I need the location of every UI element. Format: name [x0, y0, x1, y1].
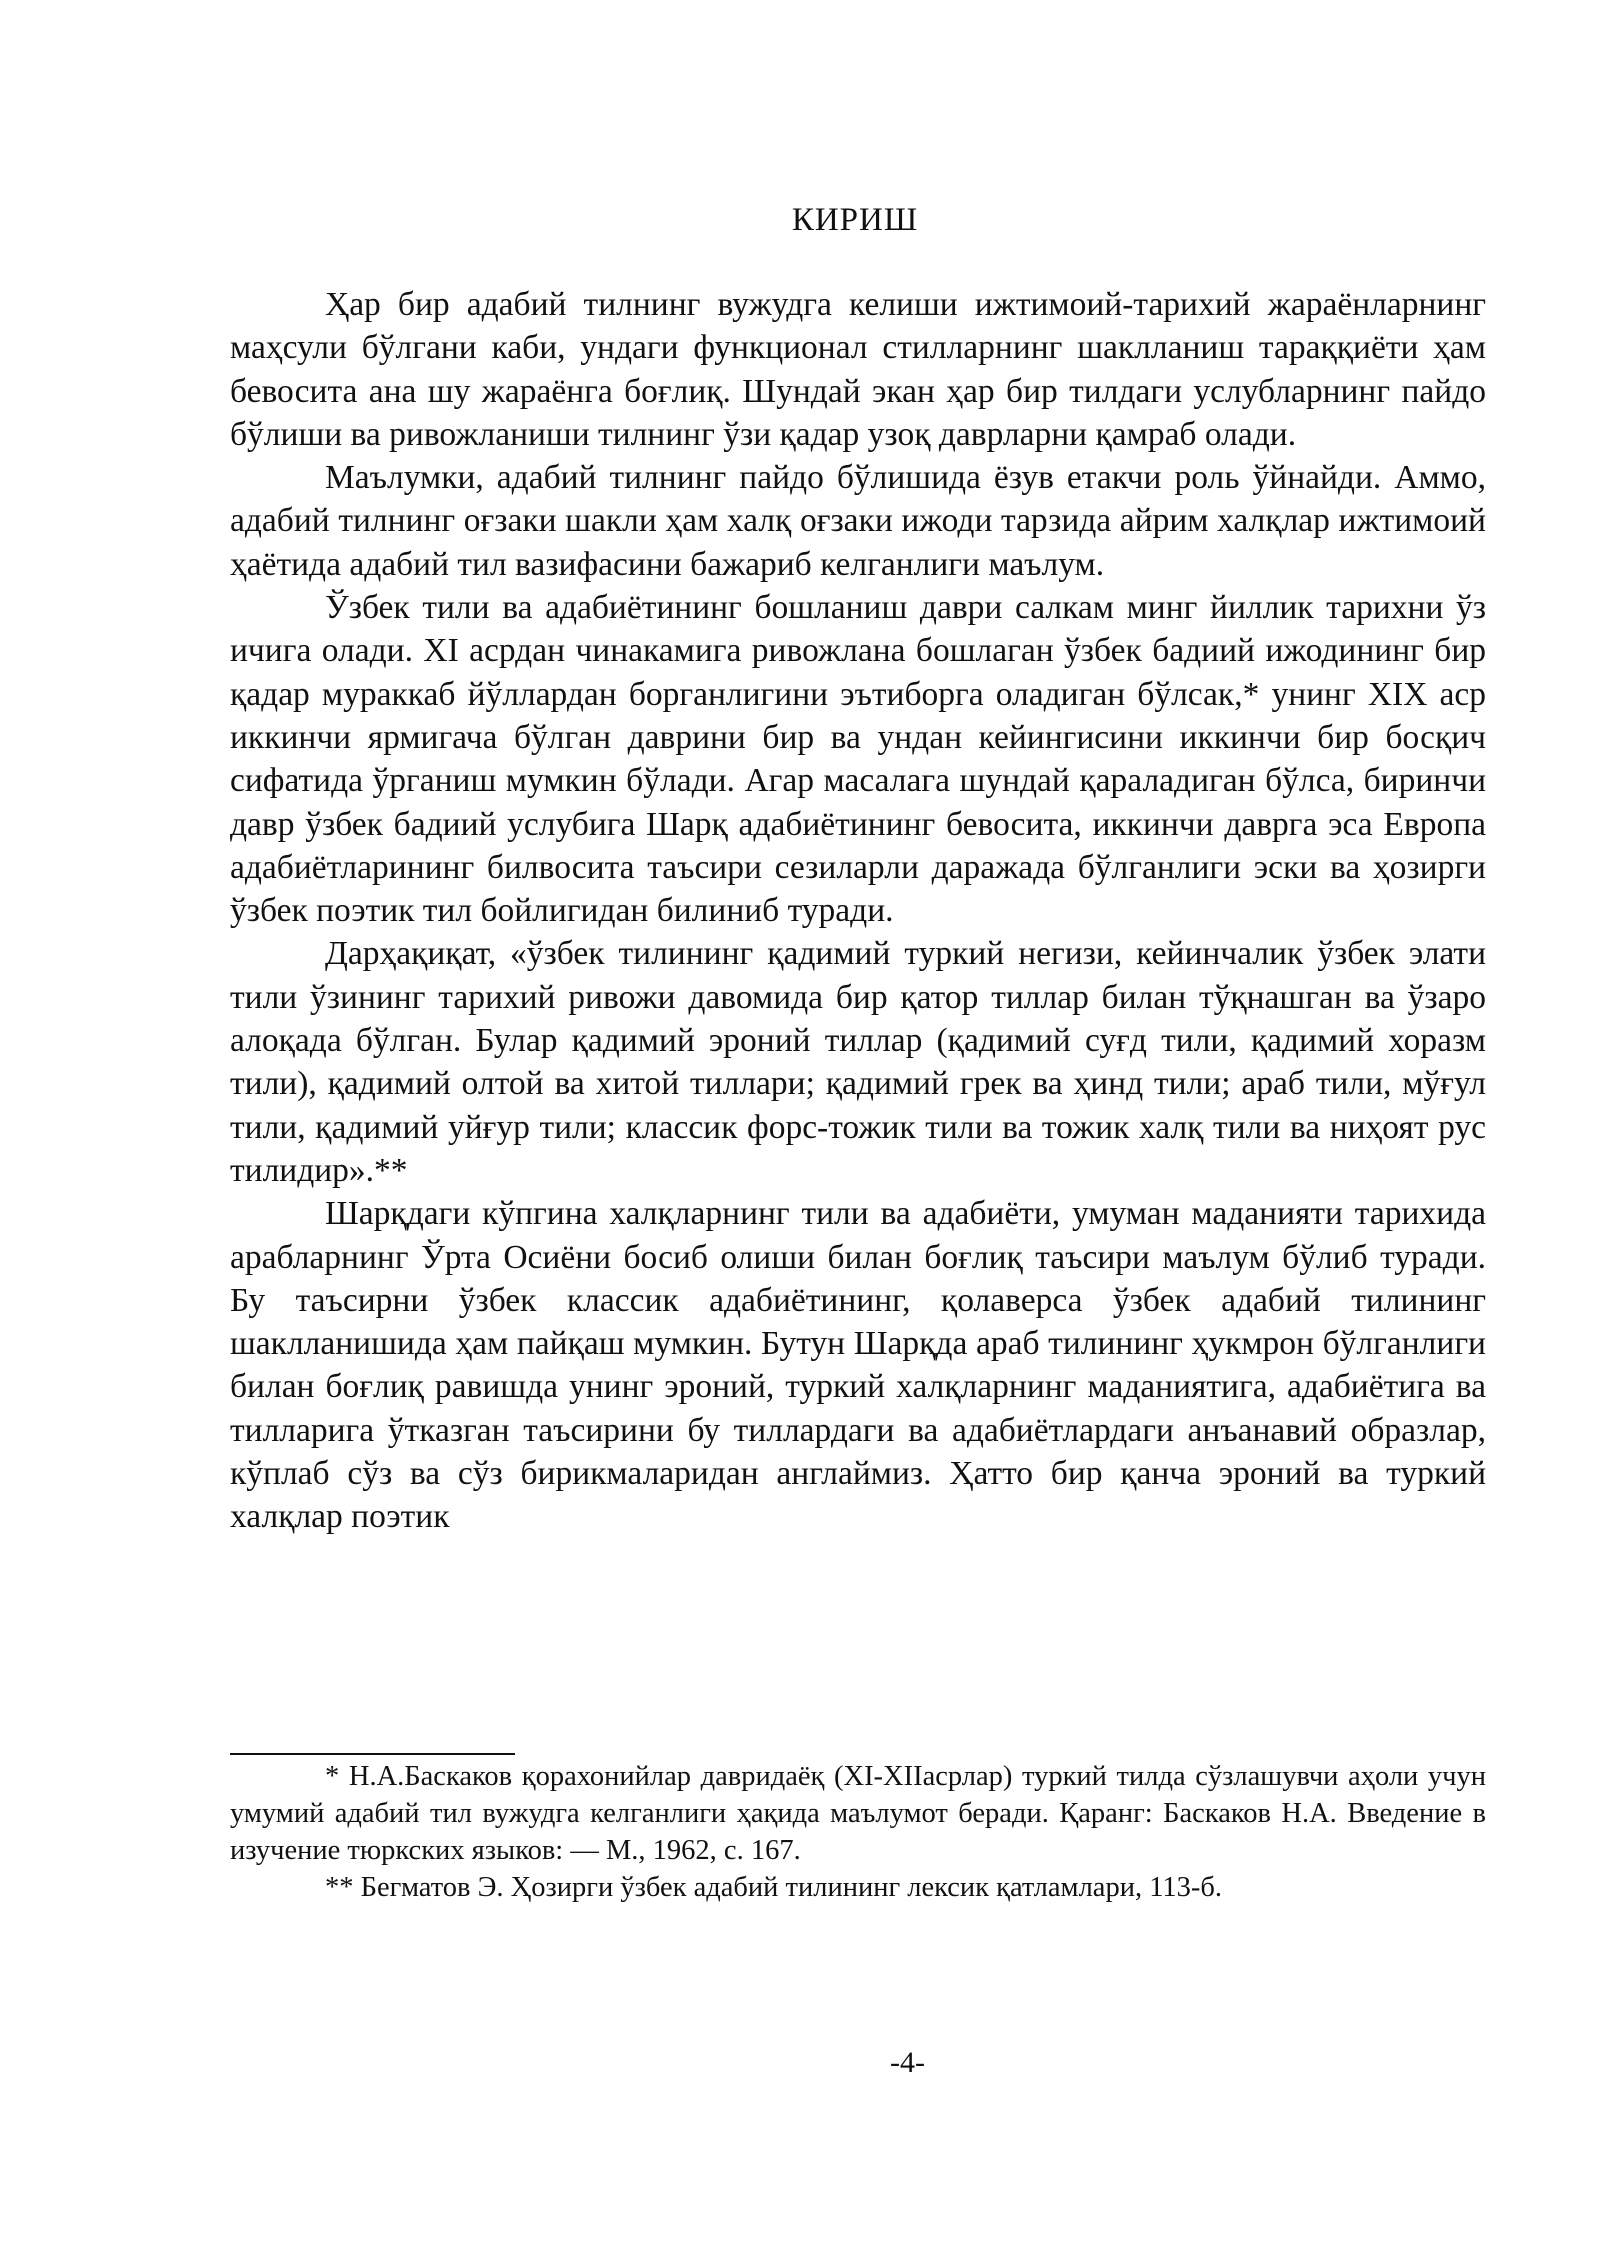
- footnote-separator: [230, 1753, 515, 1755]
- paragraph-1: Ҳар бир адабий тилнинг вужудга келиши ижтимоий-тарихий жараёнларнинг маҳсули бўлгани каби, ундаги функционал стилларнинг шаклланиш тараққиёти ҳам бевосита ана шу жараёнга боғлиқ. Шундай экан ҳар бир тилдаги услубларнинг пайдо бўлиши ва ривожланиши тилнинг ўзи қадар узоқ даврларни қамраб олади.: [230, 286, 1486, 453]
- footnotes: [230, 1758, 1486, 1906]
- page-number: -4-: [890, 2046, 925, 2079]
- footnote-2: ** Бегматов Э. Ҳозирги ўзбек адабий тилининг лексик қатламлари, 113-б.: [325, 1872, 1222, 1903]
- paragraph-4: Дарҳақиқат, «ўзбек тилининг қадимий туркий негизи, кейинчалик ўзбек элати тили ўзининг тарихий ривожи давомида бир қатор тиллар билан тўқнашган ва ўзаро алоқада бўлган. Булар қадимий эроний тиллар (қадимий суғд тили, қадимий хоразм тили), қадимий олтой ва хитой тиллари; қадимий грек ва ҳинд тили; араб тили, мўғул тили, қадимий уйғур тили; классик форс-тожик тили ва тожик халқ тили ва ниҳоят рус тилидир».**: [230, 935, 1486, 1189]
- page-title: КИРИШ: [791, 202, 919, 238]
- paragraph-5: Шарқдаги кўпгина халқларнинг тили ва адабиёти, умуман маданияти тарихида арабларнинг Ўрта Осиёни босиб олиши билан боғлиқ таъсири маълум бўлиб туради. Бу таъсирни ўзбек классик адабиётининг, қолаверса ўзбек адабий тилининг шаклланишида ҳам пайқаш мумкин. Бутун Шарқда араб тилининг ҳукмрон бўлганлиги билан боғлиқ равишда унинг эроний, туркий халқларнинг маданиятига, адабиётига ва тилларига ўтказган таъсирини бу тиллардаги ва адабиётлардаги анъанавий образлар, кўплаб сўз ва сўз бирикмаларидан англаймиз. Ҳатто бир қанча эроний ва туркий халқлар поэтик: [230, 1195, 1486, 1536]
- paragraph-2: Маълумки, адабий тилнинг пайдо бўлишида ёзув етакчи роль ўйнайди. Аммо, адабий тилнинг оғзаки шакли ҳам халқ оғзаки ижоди тарзида айрим халқлар ижтимоий ҳаётида адабий тил вазифасини бажариб келганлиги маълум.: [230, 459, 1486, 583]
- footnote-1: * Н.А.Баскаков қорахонийлар давридаёқ (XI-XIIасрлар) туркий тилда сўзлашувчи аҳоли учун умумий адабий тил вужудга келганлиги ҳақида маълумот беради. Қаранг: Баскаков Н.А. Введение в изучение тюркских языков: — М., 1962, с. 167.: [230, 1761, 1486, 1866]
- body-text: [230, 283, 1486, 1539]
- paragraph-3: Ўзбек тили ва адабиётининг бошланиш даври салкам минг йиллик тарихни ўз ичига олади. XI асрдан чинакамига ривожлана бошлаган ўзбек бадиий ижодининг бир қадар мураккаб йўллардан борганлигини эътиборга оладиган бўлсак,* унинг XIX аср иккинчи ярмигача бўлган даврини бир ва ундан кейингисини иккинчи бир босқич сифатида ўрганиш мумкин бўлади. Агар масалага шундай қараладиган бўлса, биринчи давр ўзбек бадиий услубига Шарқ адабиётининг бевосита, иккинчи даврга эса Европа адабиётларининг билвосита таъсири сезиларли даражада бўлганлиги эски ва ҳозирги ўзбек поэтик тил бойлигидан билиниб туради.: [230, 589, 1486, 930]
